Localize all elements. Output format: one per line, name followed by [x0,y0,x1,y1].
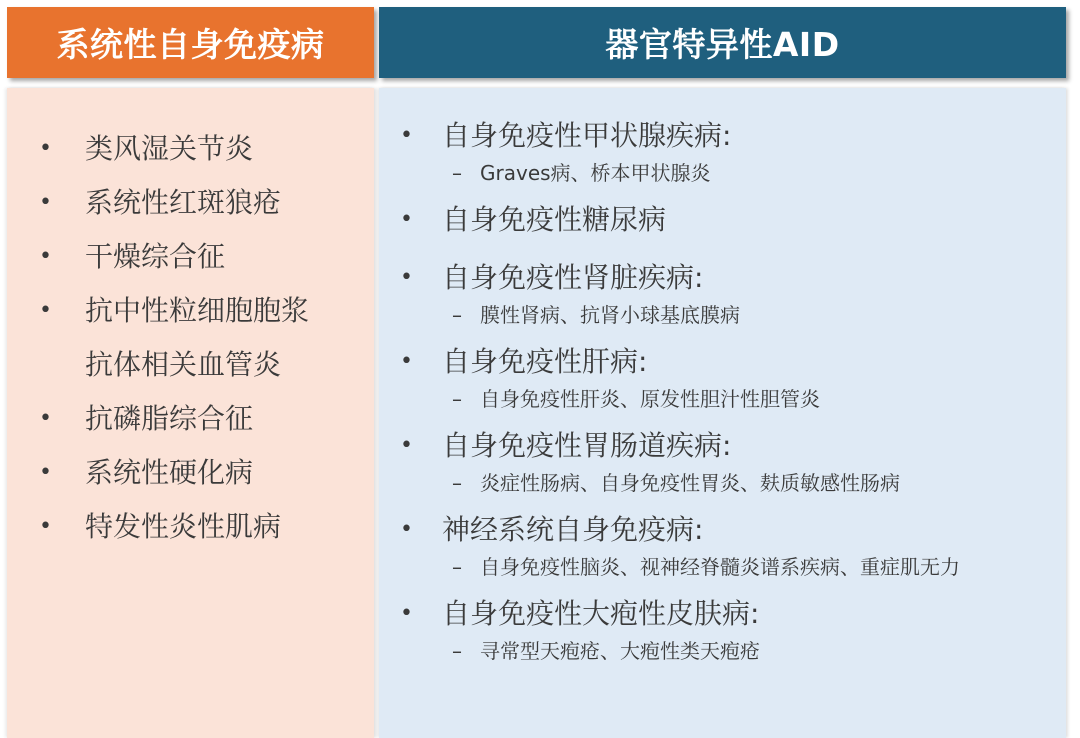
list-item-continuation [7,338,374,392]
bullet-icon: • [39,514,52,539]
bullet-icon: • [400,433,413,458]
systemic-aid-panel [7,88,374,738]
systemic-aid-list [7,122,374,554]
list-item-label: 系统性硬化病 [85,456,254,489]
sub-item [442,468,1066,498]
list-item-label: 自身免疫性大疱性皮肤病: [442,597,760,630]
list-item [379,504,1066,582]
list-item [7,176,374,230]
list-item [379,588,1066,666]
list-item-label: 神经系统自身免疫病: [442,513,704,546]
list-item-label: 抗磷脂综合征 [85,402,254,435]
list-item [379,110,1066,188]
list-item [7,122,374,176]
list-item [379,420,1066,498]
dash-icon: – [452,471,462,495]
dash-icon: – [452,387,462,411]
dash-icon: – [452,555,462,579]
list-item-label: 特发性炎性肌病 [85,510,282,543]
list-item-label: 自身免疫性胃肠道疾病: [442,429,732,462]
bullet-icon: • [39,136,52,161]
bullet-icon: • [400,601,413,626]
sub-item [442,300,1066,330]
organ-specific-aid-list [379,110,1066,672]
bullet-icon: • [39,460,52,485]
sub-item [442,552,1066,582]
bullet-icon: • [39,406,52,431]
organ-specific-aid-title: 器官特异性AID [605,25,840,64]
list-item-label: 类风湿关节炎 [85,132,254,165]
organ-specific-aid-header [379,7,1066,78]
sub-item [442,636,1066,666]
list-item-label: 抗中性粒细胞胞浆 [85,294,310,327]
sub-item-label: 炎症性肠病、自身免疫性胃炎、麸质敏感性肠病 [480,471,900,495]
list-item [7,230,374,284]
systemic-aid-header [7,7,374,78]
list-item [379,252,1066,330]
list-item-label: 自身免疫性肾脏疾病: [442,261,704,294]
list-item [379,336,1066,414]
list-item-label: 抗体相关血管炎 [85,348,282,381]
sub-item [442,384,1066,414]
bullet-icon: • [400,265,413,290]
sub-item-label: 自身免疫性脑炎、视神经脊髓炎谱系疾病、重症肌无力 [480,555,960,579]
list-item-label: 自身免疫性肝病: [442,345,648,378]
sub-item-label: 寻常型天疱疮、大疱性类天疱疮 [480,639,760,663]
bullet-icon: • [400,123,413,148]
list-item-label: 系统性红斑狼疮 [85,186,282,219]
list-item [379,194,1066,246]
bullet-icon: • [39,298,52,323]
list-item [7,446,374,500]
sub-item [442,158,1066,188]
organ-specific-aid-panel [379,88,1066,738]
sub-item-label: 自身免疫性肝炎、原发性胆汁性胆管炎 [480,387,820,411]
bullet-icon: • [39,190,52,215]
dash-icon: – [452,161,462,185]
list-item-label: 自身免疫性糖尿病 [442,203,667,236]
list-item [7,500,374,554]
list-item-label: 自身免疫性甲状腺疾病: [442,119,732,152]
sub-item-label: 膜性肾病、抗肾小球基底膜病 [480,303,740,327]
bullet-icon: • [400,517,413,542]
list-item-label: 干燥综合征 [85,240,226,273]
sub-item-label: Graves病、桥本甲状腺炎 [480,161,711,185]
bullet-icon: • [400,207,413,232]
list-item [7,392,374,446]
systemic-aid-title: 系统性自身免疫病 [56,25,325,64]
list-item [7,284,374,338]
bullet-icon: • [39,244,52,269]
bullet-icon: • [400,349,413,374]
dash-icon: – [452,639,462,663]
dash-icon: – [452,303,462,327]
